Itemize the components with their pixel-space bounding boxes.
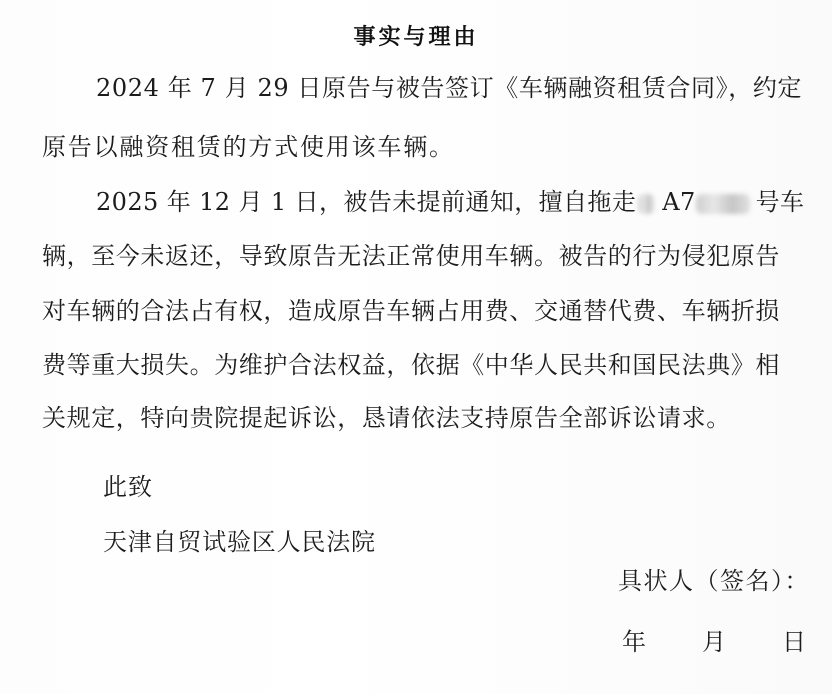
paragraph-2-line-5: 关规定，特向贵院提起诉讼，恳请依法支持原告全部诉讼请求。: [42, 404, 731, 432]
signer-label: 具状人（签名）：: [618, 567, 810, 595]
redaction-blur: [638, 194, 654, 214]
paragraph-1-line-2: 原告以融资租赁的方式使用该车辆。: [42, 133, 455, 161]
court-name: 天津自贸试验区人民法院: [103, 528, 376, 556]
paragraph-2-line-4: 费等重大损失。为维护合法权益，依据《中华人民共和国民法典》相: [42, 351, 780, 379]
paragraph-2-line-1-start: 2025 年 12 月 1 日，被告未提前通知，擅自拖走: [96, 188, 637, 216]
signature-date: [622, 627, 806, 657]
section-title: 事实与理由: [353, 24, 479, 50]
paragraph-2-line-3: 对车辆的合法占有权，造成原告车辆占用费、交通替代费、车辆折损: [42, 297, 780, 325]
date-month: 月: [702, 628, 726, 656]
date-day: 日: [782, 628, 806, 656]
license-plate-visible: A7: [662, 188, 696, 216]
paragraph-1-line-1: 2024 年 7 月 29 日原告与被告签订《车辆融资租赁合同》，约定: [96, 74, 803, 102]
salutation: 此致: [103, 473, 153, 501]
paragraph-2-line-2: 辆，至今未返还，导致原告无法正常使用车辆。被告的行为侵犯原告: [42, 242, 780, 270]
paragraph-2-line-1-end: 号车: [755, 188, 805, 216]
paragraph-2-line-1: [96, 187, 804, 217]
redaction-blur: [696, 194, 750, 214]
date-year: 年: [622, 628, 646, 656]
